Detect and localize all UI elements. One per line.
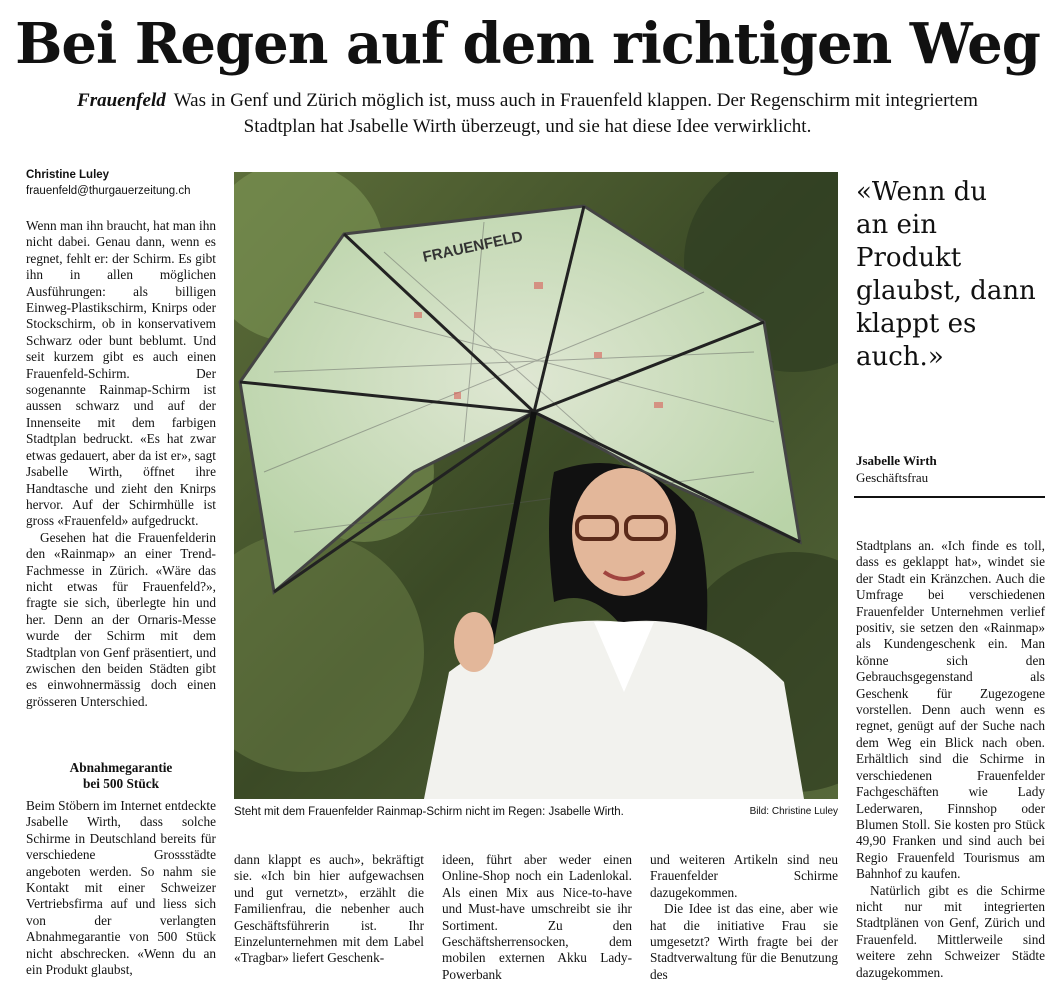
umbrella-photo-illustration (234, 172, 838, 799)
subheading-line: bei 500 Stück (82, 776, 160, 791)
author-email: frauenfeld@thurgauerzeitung.ch (26, 185, 191, 197)
pull-quote-line: auch.» (856, 342, 944, 372)
paragraph: Beim Stöbern im Internet entdeckte Jsabelle Wirth, dass solche Schirme in Deutschland bereits für verschiedene Grossstädte angeboten werden. So nahm sie Kontakt mit einer Schweizer Vertriebsfirma auf und liess sich von der verlangten Abnahmegarantie von 500 Stück nicht abschrecken. «Wenn du an ein Produkt glaubst, (26, 798, 216, 978)
photo-caption-bar (234, 806, 838, 818)
paragraph: Wenn man ihn braucht, hat man ihn nicht dabei. Genau dann, wenn es regnet, fehlt er: der Schirm. Es gibt ihn in allen möglichen Ausführungen: als billigen Einweg-Plastikschirm, Knirps oder Stockschirm, ob in konservativem Schwarz oder bunt beblumt. Und seit kurzem gibt es auch einen Frauenfeld-Schirm. Der sogenannte Rainmap-Schirm ist aussen schwarz und auf der Innenseite mit dem farbigen Stadtplan bedruckt. «Es hat zwar etwas gedauert, aber da ist er», sagt Jsabelle Wirth, öffnet ihre Handtasche und zieht den Knirps hervor. Auf der Schirmhülle ist gross «Frauenfeld» aufgedruckt. (26, 218, 216, 529)
pull-quote-line: «Wenn du (856, 177, 988, 207)
pull-quote-line: an ein Produkt (856, 210, 962, 273)
lead-kicker: Frauenfeld (77, 90, 166, 111)
lead-paragraph (40, 88, 1015, 140)
photo-caption: Steht mit dem Frauenfelder Rainmap-Schirm nicht im Regen: Jsabelle Wirth. (234, 806, 624, 818)
pull-quote (856, 176, 1046, 374)
subheading (26, 760, 216, 792)
paragraph: ideen, führt aber weder einen Online-Shop noch ein Ladenlokal. Als einen Mix aus Nice-to-have und Must-have umschreibt sie ihr Sortiment. Zu den Geschäftsherrensocken, dem mobilen externen Akku Lady-Powerbank (442, 852, 632, 982)
lead-text: Was in Genf und Zürich möglich ist, muss auch in Frauenfeld klappen. Der Regenschirm mit integriertem Stadtplan hat Jsabelle Wirth überzeugt, und sie hat diese Idee verwirklicht. (173, 90, 978, 137)
quote-person-role: Geschäftsfrau (856, 470, 929, 485)
article-column-3 (442, 852, 632, 983)
paragraph: Natürlich gibt es die Schirme nicht nur mit integrierten Stadtplänen von Genf, Zürich und Frauenfeld. Mittlerweile sind weitere zehn Schweizer Städte dazugekommen. (856, 882, 1045, 980)
paragraph: Die Idee ist das eine, aber wie hat die initiative Frau sie umgesetzt? Wirth fragte bei der Stadtverwaltung für die Benutzung des (650, 901, 838, 982)
article-column-1 (26, 218, 216, 710)
headline: Bei Regen auf dem richtigen Weg (15, 11, 1040, 77)
article-column-1-lower (26, 760, 216, 978)
article-column-2 (234, 852, 424, 967)
pull-quote-line: klappt es (856, 309, 977, 339)
paragraph: dann klappt es auch», bekräftigt sie. «Ich bin hier aufgewachsen und gut vernetzt», erzählt die Familienfrau, die nebenher auch Geschäftsführerin ist. Ihr Einzelunternehmen mit dem Label «Tragbar» liefert Geschenk- (234, 852, 424, 966)
paragraph: Stadtplans an. «Ich finde es toll, dass es geklappt hat», windet sie der Stadt ein Kränzchen. Auch die Umfrage bei verschiedenen Frauenfelder Unternehmen verlief positiv, sie setzen den «Rainmap» als Kundengeschenk ein. Man könne sich den Gebrauchsgegenstand als Geschenk für Zugezogene vorstellen. Denn auch wenn es regnet, genügt auf der Suche nach dem Weg ein Blick nach oben. Erhältlich sind die Schirme in verschiedenen Frauenfelder Fachgeschäften wie Lady Lederwaren, Finnshop oder Blumen Stoll. Sie kosten pro Stück 49,90 Franken und sind auch bei Regio Frauenfeld Tourismus am Bahnhof zu kaufen. (856, 538, 1045, 882)
article-column-4 (650, 852, 838, 983)
quote-person-name: Jsabelle Wirth (856, 453, 937, 468)
divider (854, 496, 1045, 498)
pull-quote-line: glaubst, dann (856, 276, 1036, 306)
article-column-5 (856, 538, 1045, 981)
subheading-line: Abnahmegarantie (69, 760, 173, 775)
paragraph: Gesehen hat die Frauenfelderin den «Rainmap» an einer Trend-Fachmesse in Zürich. «Wäre das nicht etwas für Frauenfeld?», fragte sie sich, überlegte hin und her. Denn an der Ornaris-Messe wurde der Schirm mit dem Stadtplan von Genf präsentiert, und zwischen den beiden Städten gibt es einwohnermässig doch einen grösseren Unterschied. (26, 529, 216, 709)
author-name: Christine Luley (26, 169, 110, 181)
paragraph: und weiteren Artikeln sind neu Frauenfelder Schirme dazugekommen. (650, 852, 838, 900)
article-photo (234, 172, 838, 799)
umbrella-map-label: FRAUENFELD (421, 228, 525, 266)
byline (26, 167, 190, 199)
photo-credit: Bild: Christine Luley (749, 806, 838, 817)
pull-quote-attribution (856, 452, 937, 486)
